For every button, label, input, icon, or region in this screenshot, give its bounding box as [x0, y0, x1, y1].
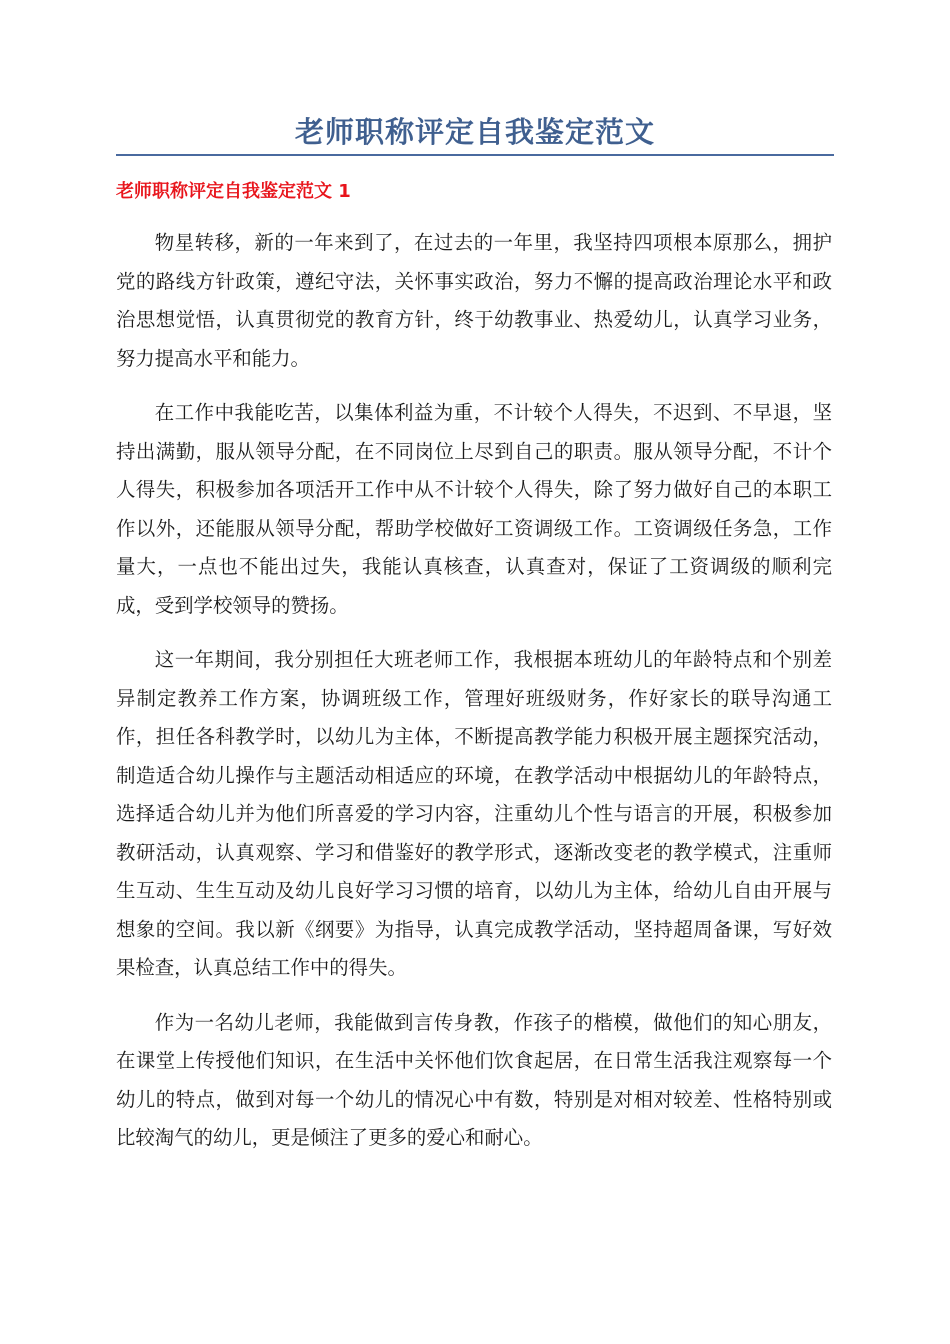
title-underline	[116, 154, 834, 156]
paragraph-2: 在工作中我能吃苦，以集体利益为重，不计较个人得失，不迟到、不早退，坚持出满勤，服从领导分配，在不同岗位上尽到自己的职责。服从领导分配，不计个人得失，积极参加各项活开工作中从不计较个人得失，除了努力做好自己的本职工作以外，还能服从领导分配，帮助学校做好工资调级工作。工资调级任务急，工作量大，一点也不能出过失，我能认真核查，认真查对，保证了工资调级的顺利完成，受到学校领导的赞扬。	[116, 401, 832, 617]
paragraph-1: 物星转移，新的一年来到了，在过去的一年里，我坚持四项根本原那么，拥护党的路线方针政策，遵纪守法，关怀事实政治，努力不懈的提高政治理论水平和政治思想觉悟，认真贯彻党的教育方针，终于幼教事业、热爱幼儿，认真学习业务，努力提高水平和能力。	[116, 231, 832, 370]
section-heading: 老师职称评定自我鉴定范文 1	[116, 181, 351, 202]
document-title: 老师职称评定自我鉴定范文	[294, 115, 655, 149]
body-text	[116, 224, 832, 1174]
paragraph-4: 作为一名幼儿老师，我能做到言传身教，作孩子的楷模，做他们的知心朋友，在课堂上传授他们知识，在生活中关怀他们饮食起居，在日常生活我注观察每一个幼儿的特点，做到对每一个幼儿的情况心中有数，特别是对相对较差、性格特别或比较淘气的幼儿，更是倾注了更多的爱心和耐心。	[116, 1010, 832, 1149]
paragraph-3: 这一年期间，我分别担任大班老师工作，我根据本班幼儿的年龄特点和个别差异制定教养工作方案，协调班级工作，管理好班级财务，作好家长的联导沟通工作，担任各科教学时，以幼儿为主体，不断提高教学能力积极开展主题探究活动，制造适合幼儿操作与主题活动相适应的环境，在教学活动中根据幼儿的年龄特点，选择适合幼儿并为他们所喜爱的学习内容，注重幼儿个性与语言的开展，积极参加教研活动，认真观察、学习和借鉴好的教学形式，逐渐改变老的教学模式，注重师生互动、生生互动及幼儿良好学习习惯的培育，以幼儿为主体，给幼儿自由开展与想象的空间。我以新《纲要》为指导，认真完成教学活动，坚持超周备课，写好效果检查，认真总结工作中的得失。	[116, 648, 832, 979]
